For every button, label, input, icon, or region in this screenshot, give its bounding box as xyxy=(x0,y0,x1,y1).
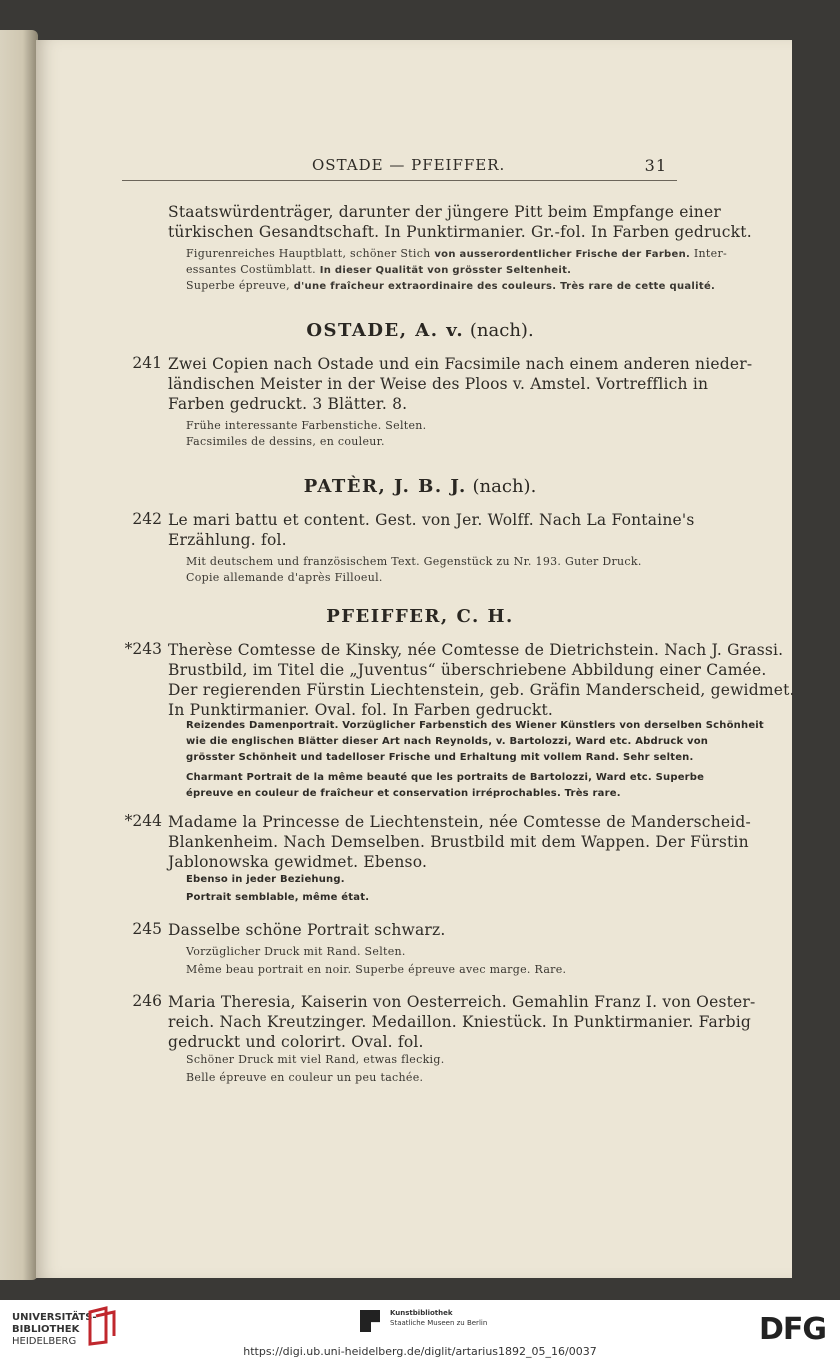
logo-line: UNIVERSITÄTS- xyxy=(12,1312,97,1323)
entry-number: *243 xyxy=(124,640,162,658)
note-plain: Superbe épreuve, xyxy=(186,279,294,292)
kb-line: Staatliche Museen zu Berlin xyxy=(390,1319,488,1327)
intro-note xyxy=(186,246,727,264)
entry-line: gedruckt und colorirt. Oval. fol. xyxy=(168,1033,424,1051)
entry-line: Jablonowska gewidmet. Ebenso. xyxy=(168,853,428,871)
page-number: 31 xyxy=(644,156,667,175)
note-bold: d'une fraîcheur extraordinaire des couleurs. Très rare de cette qualité. xyxy=(293,281,716,292)
kunstbibliothek-label[interactable] xyxy=(390,1308,487,1328)
page-url[interactable]: https://digi.ub.uni-heidelberg.de/diglit/artarius1892_05_16/0037 xyxy=(243,1345,597,1358)
heading-name: PFEIFFER, C. H. xyxy=(326,606,514,627)
entry-line: Zwei Copien nach Ostade und ein Facsimile nach einem anderen nieder- xyxy=(168,355,753,373)
intro-note xyxy=(186,278,715,296)
heading-name: PATÈR, J. B. J. xyxy=(303,476,467,497)
entry-line: ländischen Meister in der Weise des Ploos v. Amstel. Vortrefflich in xyxy=(168,375,709,393)
entry-note: Portrait semblable, même état. xyxy=(186,892,370,903)
entry-line: Therèse Comtesse de Kinsky, née Comtesse de Dietrichstein. Nach J. Grassi. xyxy=(168,641,784,659)
entry-note: wie die englischen Blätter dieser Art nach Reynolds, v. Bartolozzi, Ward etc. Abdruck von xyxy=(186,736,709,747)
entry-number: 241 xyxy=(132,354,162,372)
entry-number: *244 xyxy=(124,812,162,830)
dfg-logo[interactable]: DFG xyxy=(758,1312,826,1347)
heading-suffix: (nach). xyxy=(469,320,534,341)
entry-note: Facsimiles de dessins, en couleur. xyxy=(186,435,385,448)
note-plain: essantes Costümblatt. xyxy=(186,263,320,276)
logo-line: BIBLIOTHEK xyxy=(12,1324,80,1335)
entry-line: Erzählung. fol. xyxy=(168,531,287,549)
logo-line: HEIDELBERG xyxy=(12,1336,77,1347)
entry-line: Blankenheim. Nach Demselben. Brustbild mit dem Wappen. Der Fürstin xyxy=(168,833,749,851)
entry-note: Vorzüglicher Druck mit Rand. Selten. xyxy=(186,945,406,958)
heidelberg-crest-icon xyxy=(84,1306,118,1346)
entry-note: Copie allemande d'après Filloeul. xyxy=(186,571,383,584)
entry-number: 246 xyxy=(132,992,162,1010)
entry-line: Dasselbe schöne Portrait schwarz. xyxy=(168,921,446,939)
heading-name: OSTADE, A. v. xyxy=(306,320,465,341)
facing-page-edge xyxy=(0,30,38,1280)
entry-note: Ebenso in jeder Beziehung. xyxy=(186,874,345,885)
kb-line: Kunstbibliothek xyxy=(390,1309,453,1317)
entry-note: grösster Schönheit und tadelloser Frische und Erhaltung mit vollem Rand. Sehr selten. xyxy=(186,752,694,763)
note-plain: Inter- xyxy=(690,247,728,260)
entry-note: Mit deutschem und französischem Text. Gegenstück zu Nr. 193. Guter Druck. xyxy=(186,555,642,568)
entry-note: Schöner Druck mit viel Rand, etwas fleckig. xyxy=(186,1053,445,1066)
viewer-footer xyxy=(0,1300,840,1360)
entry-line: Madame la Princesse de Liechtenstein, née Comtesse de Manderscheid- xyxy=(168,813,751,831)
kunstbibliothek-logo-icon xyxy=(360,1310,380,1332)
entry-line: reich. Nach Kreutzinger. Medaillon. Kniestück. In Punktirmanier. Farbig xyxy=(168,1013,751,1031)
entry-line: Farben gedruckt. 3 Blätter. 8. xyxy=(168,395,408,413)
header-rule xyxy=(122,180,677,181)
entry-line: In Punktirmanier. Oval. fol. In Farben gedruckt. xyxy=(168,701,554,719)
section-heading-pater xyxy=(0,476,840,497)
note-bold: In dieser Qualität von grösster Seltenheit. xyxy=(319,265,572,276)
entry-line: Le mari battu et content. Gest. von Jer. Wolff. Nach La Fontaine's xyxy=(168,511,695,529)
entry-line: Brustbild, im Titel die „Juventus“ überschriebene Abbildung einer Camée. xyxy=(168,661,767,679)
note-bold: von ausserordentlicher Frische der Farben. xyxy=(434,249,691,260)
section-heading-ostade xyxy=(0,320,840,341)
header-title: OSTADE — PFEIFFER. xyxy=(312,156,506,174)
entry-note: épreuve en couleur de fraîcheur et conservation irréprochables. Très rare. xyxy=(186,788,621,799)
entry-note: Frühe interessante Farbenstiche. Selten. xyxy=(186,419,427,432)
entry-number: 245 xyxy=(132,920,162,938)
entry-number: 242 xyxy=(132,510,162,528)
entry-note: Reizendes Damenportrait. Vorzüglicher Farbenstich des Wiener Künstlers von derselben Schönheit xyxy=(186,720,764,731)
entry-note: Charmant Portrait de la même beauté que les portraits de Bartolozzi, Ward etc. Superbe xyxy=(186,772,705,783)
section-heading-pfeiffer xyxy=(0,606,840,627)
entry-note: Même beau portrait en noir. Superbe épreuve avec marge. Rare. xyxy=(186,963,567,976)
entry-line: Maria Theresia, Kaiserin von Oesterreich. Gemahlin Franz I. von Oester- xyxy=(168,993,756,1011)
intro-note xyxy=(186,262,571,280)
intro-line: Staatswürdenträger, darunter der jüngere Pitt beim Empfange einer xyxy=(168,203,721,221)
entry-note: Belle épreuve en couleur un peu tachée. xyxy=(186,1071,424,1084)
intro-line: türkischen Gesandtschaft. In Punktirmanier. Gr.-fol. In Farben gedruckt. xyxy=(168,223,752,241)
entry-line: Der regierenden Fürstin Liechtenstein, geb. Gräfin Manderscheid, gewidmet. xyxy=(168,681,795,699)
heading-suffix: (nach). xyxy=(472,476,537,497)
note-plain: Figurenreiches Hauptblatt, schöner Stich xyxy=(186,247,435,260)
